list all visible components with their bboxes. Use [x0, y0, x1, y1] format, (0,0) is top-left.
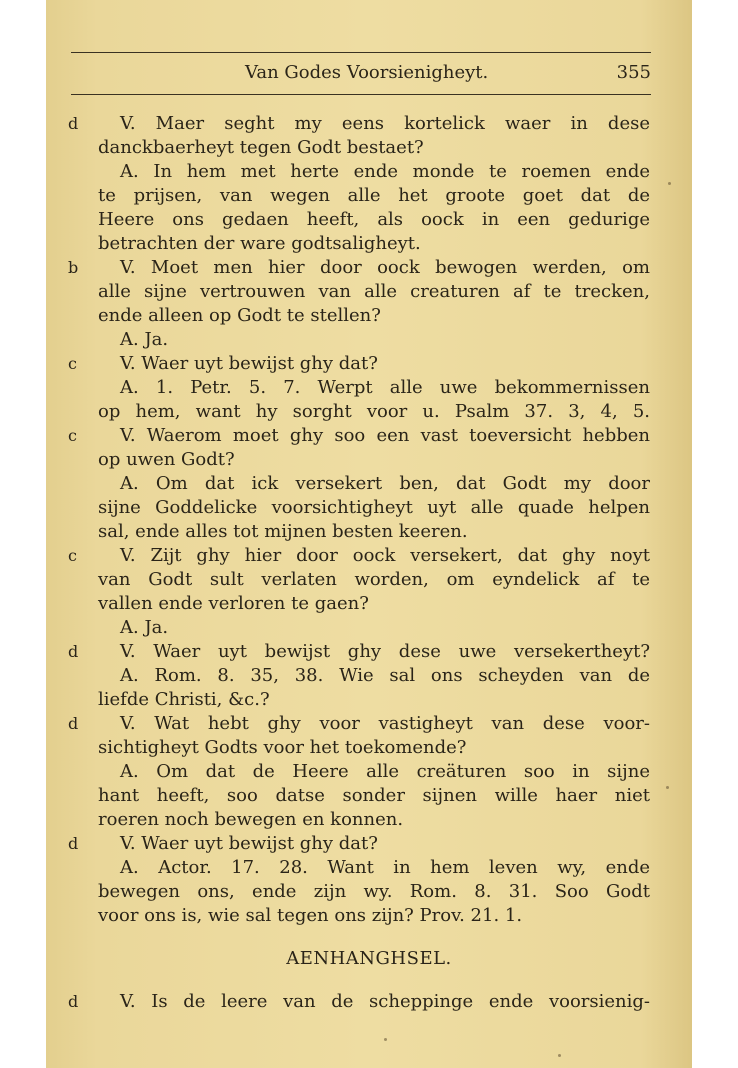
text-line: [46, 520, 692, 544]
margin-marker: d: [68, 714, 79, 733]
line-text: A. Rom. 8. 35, 38. Wie sal ons scheyden van de: [120, 665, 650, 686]
line-text: V. Is de leere van de scheppinge ende voorsienig-: [120, 991, 650, 1012]
line-text: V. Waer uyt bewijst ghy dat?: [120, 353, 378, 374]
line-text: roeren noch bewegen en konnen.: [98, 809, 404, 830]
line-text: vallen ende verloren te gaen?: [98, 593, 369, 614]
text-line: [46, 712, 692, 736]
paper-speck: [668, 182, 671, 185]
text-line: [46, 400, 692, 424]
line-text: A. In hem met herte ende monde te roemen ende: [120, 161, 650, 182]
text-line: [46, 184, 692, 208]
paper-speck: [666, 786, 669, 789]
line-text: op uwen Godt?: [98, 449, 235, 470]
text-line: [46, 232, 692, 256]
margin-marker: d: [68, 834, 79, 853]
text-line: [46, 424, 692, 448]
text-line: [46, 544, 692, 568]
line-text: A. Om dat de Heere alle creäturen soo in sijne: [120, 761, 650, 782]
line-text: danckbaerheyt tegen Godt bestaet?: [98, 137, 424, 158]
line-text: sijne Goddelicke voorsichtigheyt uyt alle quade helpen: [98, 497, 650, 518]
line-text: V. Moet men hier door oock bewogen werden, om: [120, 257, 650, 278]
margin-marker: c: [68, 426, 77, 445]
text-line: [46, 256, 692, 280]
margin-marker: c: [68, 546, 77, 565]
text-line: [46, 832, 692, 856]
running-title: Van Godes Voorsienigheyt.: [245, 62, 489, 83]
header-bottom-rule: [71, 94, 651, 95]
text-line: [46, 880, 692, 904]
text-line: [46, 352, 692, 376]
line-text: sichtigheyt Godts voor het toekomende?: [98, 737, 467, 758]
text-line: [46, 472, 692, 496]
page-number: 355: [616, 62, 651, 83]
text-line: [46, 136, 692, 160]
margin-marker: d: [68, 642, 79, 661]
line-text: V. Waer uyt bewijst ghy dese uwe versekertheyt?: [120, 641, 650, 662]
line-text: A. Ja.: [120, 617, 169, 638]
line-text: ende alleen op Godt te stellen?: [98, 305, 381, 326]
line-text: Heere ons gedaen heeft, als oock in een gedurige: [98, 209, 650, 230]
section-heading: AENHANGHSEL.: [286, 948, 452, 969]
text-line: [46, 208, 692, 232]
text-line: [46, 160, 692, 184]
line-text: V. Waer uyt bewijst ghy dat?: [120, 833, 378, 854]
line-text: liefde Christi, &c.?: [98, 689, 270, 710]
line-text: A. Om dat ick versekert ben, dat Godt my door: [120, 473, 650, 494]
margin-marker: b: [68, 258, 79, 277]
text-line: [46, 592, 692, 616]
text-line: [46, 784, 692, 808]
text-line: [46, 736, 692, 760]
text-line: [46, 808, 692, 832]
text-line: [46, 904, 692, 928]
line-text: sal, ende alles tot mijnen besten keeren.: [98, 521, 468, 542]
line-text: V. Wat hebt ghy voor vastigheyt van dese voor-: [120, 713, 650, 734]
line-text: alle sijne vertrouwen van alle creaturen af te trecken,: [98, 281, 650, 302]
paper-speck: [558, 1054, 561, 1057]
margin-marker: d: [68, 992, 79, 1011]
text-line: [46, 328, 692, 352]
running-header: [71, 60, 651, 86]
text-line: [46, 448, 692, 472]
text-line: [46, 688, 692, 712]
text-line: [46, 304, 692, 328]
line-text: A. Ja.: [120, 329, 169, 350]
line-text: V. Waerom moet ghy soo een vast toeversicht hebben: [120, 425, 650, 446]
line-text: A. Actor. 17. 28. Want in hem leven wy, ende: [120, 857, 650, 878]
text-line: [46, 616, 692, 640]
line-text: te prijsen, van wegen alle het groote goet dat de: [98, 185, 650, 206]
text-line: [46, 280, 692, 304]
text-line: [46, 640, 692, 664]
text-line: [46, 496, 692, 520]
line-text: van Godt sult verlaten worden, om eyndelick af te: [98, 569, 650, 590]
text-line: [46, 376, 692, 400]
text-line: [46, 856, 692, 880]
line-text: V. Maer seght my eens kortelick waer in dese: [120, 113, 650, 134]
text-line: [46, 760, 692, 784]
text-line: [46, 112, 692, 136]
line-text: A. 1. Petr. 5. 7. Werpt alle uwe bekommernissen: [120, 377, 650, 398]
margin-marker: c: [68, 354, 77, 373]
line-text: op hem, want hy sorght voor u. Psalm 37. 3, 4, 5.: [98, 401, 650, 422]
book-page: [46, 0, 692, 1068]
margin-marker: d: [68, 114, 79, 133]
paper-speck: [384, 1038, 387, 1041]
text-line: [46, 990, 692, 1014]
text-line: [46, 664, 692, 688]
line-text: V. Zijt ghy hier door oock versekert, dat ghy noyt: [120, 545, 650, 566]
line-text: hant heeft, soo datse sonder sijnen wille haer niet: [98, 785, 650, 806]
line-text: bewegen ons, ende zijn wy. Rom. 8. 31. Soo Godt: [98, 881, 650, 902]
page-body: [46, 112, 692, 1014]
line-text: voor ons is, wie sal tegen ons zijn? Prov. 21. 1.: [98, 905, 523, 926]
line-text: betrachten der ware godtsaligheyt.: [98, 233, 421, 254]
text-line: [46, 568, 692, 592]
section-heading-row: [46, 928, 692, 990]
header-top-rule: [71, 52, 651, 53]
